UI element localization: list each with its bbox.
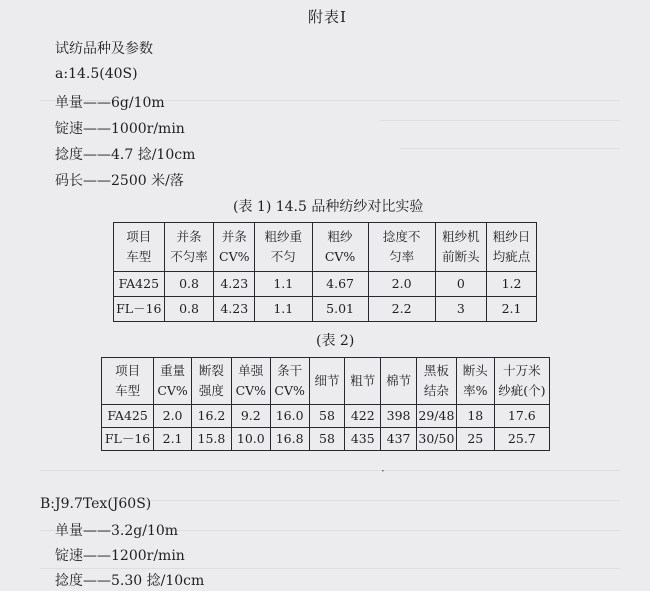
table1-cell: 0.8 [164,297,214,322]
table1-header-cell: 并条 不匀率 [164,223,214,272]
table2-caption: (表 2) [316,333,355,349]
table2-cell: 437 [381,428,417,451]
table2-cell: 18 [456,405,494,428]
table2-cell: 58 [309,405,345,428]
table2-header-cell: 单强 CV% [231,358,270,405]
table2-cell-model: FL－16 [102,428,154,451]
table1-cell: 3 [435,297,486,322]
table2-cell: 15.8 [192,428,232,451]
table1-cell: 2.1 [487,297,537,322]
variant-b-param-weight: 单量——3.2g/10m [55,523,179,539]
table2-cell: 25 [456,428,494,451]
variant-a-param-length: 码长——2500 米/落 [55,173,184,189]
table1 [113,222,537,322]
table-row [102,405,550,428]
table2-cell: 398 [381,405,417,428]
table2-header-cell: 条干 CV% [270,358,309,405]
table1-cell: 1.1 [255,272,313,297]
table2-cell: 29/48 [416,405,456,428]
table1-cell: 2.2 [368,297,435,322]
table1-cell: 1.1 [255,297,313,322]
variant-b-param-twist: 捻度——5.30 捻/10cm [55,573,205,589]
table1-header-cell: 粗纱 CV% [312,223,368,272]
table1-cell-model: FL－16 [114,297,165,322]
table1-cell: 4.23 [214,272,255,297]
table1-header-row [114,223,537,272]
table2-header-cell: 重量 CV% [154,358,192,405]
table1-cell: 2.0 [368,272,435,297]
table2-cell: 2.0 [154,405,192,428]
table1-header-cell: 粗纱机 前断头 [435,223,486,272]
table2-cell: 58 [309,428,345,451]
table1-header-cell: 粗纱重 不匀 [255,223,313,272]
table2-cell: 2.1 [154,428,192,451]
table1-cell: 0 [435,272,486,297]
table1-cell: 4.67 [312,272,368,297]
table2-header-cell: 粗节 [345,358,381,405]
table2-header-cell: 断裂 强度 [192,358,232,405]
variant-a-param-spindle-speed: 锭速——1000r/min [55,121,185,137]
table2-cell: 10.0 [231,428,270,451]
table-row [114,272,537,297]
table2-cell: 422 [345,405,381,428]
table2-cell: 16.2 [192,405,232,428]
table2-cell: 17.6 [494,405,549,428]
table1-cell: 5.01 [312,297,368,322]
table2-header-cell: 断头 率% [456,358,494,405]
table-row [114,297,537,322]
table1-cell: 0.8 [164,272,214,297]
table1-header-cell: 捻度不 匀率 [368,223,435,272]
table2-header-cell: 十万米 纱疵(个) [494,358,549,405]
table-row [102,428,550,451]
table2-cell: 16.8 [270,428,309,451]
section-heading: 试纺品种及参数 [55,41,153,57]
table1-header-cell: 并条 CV% [214,223,255,272]
table2-cell: 9.2 [231,405,270,428]
table2 [101,357,550,451]
variant-b-name: B:J9.7Tex(J60S) [40,496,152,512]
table2-cell: 30/50 [416,428,456,451]
table2-cell: 435 [345,428,381,451]
table2-header-row [102,358,550,405]
table2-header-cell: 细节 [309,358,345,405]
table1-cell: 4.23 [214,297,255,322]
table2-header-cell: 黑板 结杂 [416,358,456,405]
table1-header-cell: 粗纱日 均疵点 [487,223,537,272]
table2-cell-model: FA425 [102,405,154,428]
table2-header-cell: 棉节 [381,358,417,405]
table1-cell-model: FA425 [114,272,165,297]
table2-cell: 16.0 [270,405,309,428]
stray-mark: · [381,464,385,478]
table1-cell: 1.2 [487,272,537,297]
variant-a-param-weight: 单量——6g/10m [55,95,165,111]
table1-header-cell: 项目 车型 [114,223,165,272]
table1-caption: (表 1) 14.5 品种纺纱对比实验 [233,199,424,215]
table2-cell: 25.7 [494,428,549,451]
table2-header-cell: 项目 车型 [102,358,154,405]
variant-a-name: a:14.5(40S) [55,66,138,82]
variant-a-param-twist: 捻度——4.7 捻/10cm [55,147,196,163]
page-title: 附表Ⅰ [308,8,347,26]
variant-b-param-spindle-speed: 锭速——1200r/min [55,548,185,564]
